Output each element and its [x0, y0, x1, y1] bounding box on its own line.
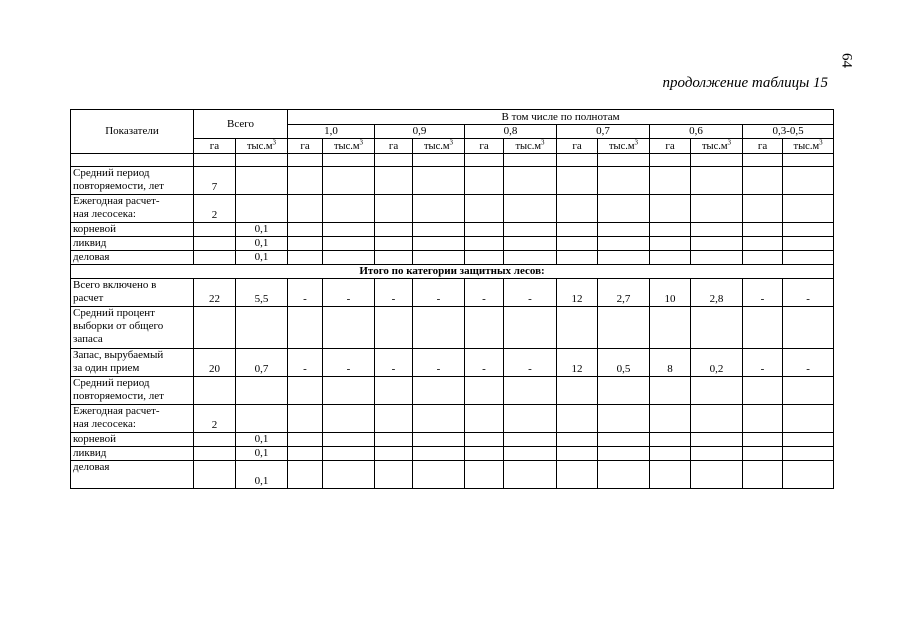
- value-cell: [650, 405, 691, 433]
- row-label-line: корневой: [73, 223, 117, 235]
- value-cell: [598, 195, 650, 223]
- value-cell: [598, 237, 650, 251]
- value-cell: [743, 251, 783, 265]
- value-cell: 0,1: [236, 223, 288, 237]
- table-row: [71, 405, 834, 433]
- empty-cell: [288, 154, 323, 167]
- empty-cell: [413, 154, 465, 167]
- value-cell: [557, 167, 598, 195]
- value-cell: [288, 433, 323, 447]
- header-group: 0,8: [465, 125, 557, 139]
- value-cell: [650, 251, 691, 265]
- value-cell: [323, 447, 375, 461]
- table-row: [71, 349, 834, 377]
- value-cell: 0,1: [236, 461, 288, 489]
- value-cell: -: [783, 279, 834, 307]
- value-cell: [413, 405, 465, 433]
- value-cell: [375, 461, 413, 489]
- value-cell: [465, 461, 504, 489]
- unit-m3-superscript: 3: [541, 138, 545, 146]
- unit-m3-header: [413, 139, 465, 154]
- row-label-line: повторяемости, лет: [73, 180, 164, 192]
- empty-cell: [504, 154, 557, 167]
- value-cell: [288, 223, 323, 237]
- value-cell: -: [375, 279, 413, 307]
- value-cell: [413, 195, 465, 223]
- value-cell: 0,1: [236, 433, 288, 447]
- value-cell: [650, 167, 691, 195]
- value-cell: [691, 405, 743, 433]
- empty-cell: [323, 154, 375, 167]
- value-cell: [598, 167, 650, 195]
- value-cell: [465, 223, 504, 237]
- row-label-line: деловая: [73, 461, 110, 473]
- value-cell: [743, 307, 783, 349]
- unit-m3-header: [323, 139, 375, 154]
- value-cell: -: [288, 349, 323, 377]
- value-cell: [288, 447, 323, 461]
- unit-m3-superscript: 3: [449, 138, 454, 146]
- value-cell: [465, 377, 504, 405]
- value-cell: [465, 237, 504, 251]
- row-label-line: Средний период: [73, 167, 150, 179]
- table-row: [71, 377, 834, 405]
- unit-m3-superscript: 3: [727, 138, 732, 146]
- value-cell: [557, 377, 598, 405]
- value-cell: 0,5: [598, 349, 650, 377]
- value-cell: 0,1: [236, 237, 288, 251]
- row-label-line: расчет: [73, 292, 104, 304]
- value-cell: [194, 461, 236, 489]
- header-group: 0,3-0,5: [743, 125, 834, 139]
- value-cell: [504, 377, 557, 405]
- empty-cell: [783, 154, 834, 167]
- value-cell: [323, 433, 375, 447]
- value-cell: [504, 195, 557, 223]
- value-cell: [323, 405, 375, 433]
- value-cell: [650, 237, 691, 251]
- row-label: [71, 251, 194, 265]
- value-cell: 12: [557, 349, 598, 377]
- value-cell: 2: [194, 195, 236, 223]
- table-header: [71, 110, 834, 154]
- row-label: [71, 167, 194, 195]
- value-cell: 0,7: [236, 349, 288, 377]
- value-cell: [743, 433, 783, 447]
- value-cell: [465, 167, 504, 195]
- value-cell: [288, 251, 323, 265]
- header-group: 1,0: [288, 125, 375, 139]
- header-group: 0,6: [650, 125, 743, 139]
- value-cell: [375, 251, 413, 265]
- empty-cell: [236, 154, 288, 167]
- value-cell: 8: [650, 349, 691, 377]
- value-cell: -: [413, 349, 465, 377]
- row-label: [71, 307, 194, 349]
- value-cell: [743, 405, 783, 433]
- value-cell: [194, 237, 236, 251]
- value-cell: [598, 461, 650, 489]
- unit-ha-header: га: [288, 139, 323, 154]
- value-cell: [288, 195, 323, 223]
- value-cell: 0,1: [236, 251, 288, 265]
- value-cell: 10: [650, 279, 691, 307]
- row-label: [71, 349, 194, 377]
- value-cell: -: [783, 349, 834, 377]
- row-label-line: выборки от общего: [73, 320, 164, 332]
- value-cell: [194, 307, 236, 349]
- value-cell: [557, 251, 598, 265]
- unit-m3-text: тыс.м: [423, 140, 450, 152]
- value-cell: 22: [194, 279, 236, 307]
- unit-m3-text: тыс.м: [333, 140, 360, 152]
- value-cell: [323, 307, 375, 349]
- row-label-line: ликвид: [73, 447, 107, 459]
- value-cell: 2,8: [691, 279, 743, 307]
- unit-m3-text: тыс.м: [608, 140, 635, 152]
- page-number: 64: [838, 53, 855, 68]
- row-label-line: деловая: [73, 251, 110, 263]
- value-cell: [194, 447, 236, 461]
- value-cell: [783, 405, 834, 433]
- value-cell: [375, 307, 413, 349]
- value-cell: -: [323, 279, 375, 307]
- table-row: [71, 167, 834, 195]
- value-cell: 20: [194, 349, 236, 377]
- row-label: [71, 405, 194, 433]
- value-cell: [194, 251, 236, 265]
- value-cell: [465, 433, 504, 447]
- value-cell: [413, 251, 465, 265]
- value-cell: [323, 461, 375, 489]
- value-cell: [557, 461, 598, 489]
- value-cell: -: [413, 279, 465, 307]
- value-cell: [413, 237, 465, 251]
- value-cell: [504, 223, 557, 237]
- value-cell: [194, 433, 236, 447]
- value-cell: [783, 237, 834, 251]
- value-cell: [288, 237, 323, 251]
- value-cell: [557, 447, 598, 461]
- unit-m3-text: тыс.м: [701, 140, 728, 152]
- unit-m3-text: тыс.м: [515, 140, 542, 152]
- value-cell: [783, 195, 834, 223]
- value-cell: [504, 461, 557, 489]
- value-cell: [413, 461, 465, 489]
- value-cell: [323, 167, 375, 195]
- value-cell: [375, 237, 413, 251]
- value-cell: 5,5: [236, 279, 288, 307]
- value-cell: [650, 377, 691, 405]
- value-cell: [598, 223, 650, 237]
- value-cell: [650, 195, 691, 223]
- value-cell: [288, 405, 323, 433]
- value-cell: [743, 377, 783, 405]
- value-cell: [783, 251, 834, 265]
- value-cell: [236, 167, 288, 195]
- value-cell: -: [743, 279, 783, 307]
- table-row: [71, 251, 834, 265]
- value-cell: [691, 251, 743, 265]
- value-cell: [323, 377, 375, 405]
- value-cell: [691, 447, 743, 461]
- value-cell: [504, 405, 557, 433]
- value-cell: [194, 377, 236, 405]
- value-cell: [650, 307, 691, 349]
- unit-ha-header: га: [375, 139, 413, 154]
- value-cell: 7: [194, 167, 236, 195]
- value-cell: [650, 433, 691, 447]
- table-row: [71, 447, 834, 461]
- row-label-line: повторяемости, лет: [73, 390, 164, 402]
- value-cell: [783, 167, 834, 195]
- value-cell: -: [375, 349, 413, 377]
- value-cell: [504, 167, 557, 195]
- value-cell: [783, 223, 834, 237]
- value-cell: [375, 195, 413, 223]
- empty-cell: [194, 154, 236, 167]
- value-cell: [236, 405, 288, 433]
- value-cell: [323, 223, 375, 237]
- unit-m3-superscript: 3: [272, 138, 277, 146]
- value-cell: [413, 433, 465, 447]
- value-cell: [743, 167, 783, 195]
- row-label: [71, 447, 194, 461]
- unit-m3-superscript: 3: [634, 138, 639, 146]
- value-cell: [743, 237, 783, 251]
- unit-m3-superscript: 3: [359, 138, 364, 146]
- value-cell: [323, 251, 375, 265]
- empty-cell: [71, 154, 194, 167]
- value-cell: [598, 307, 650, 349]
- value-cell: [691, 307, 743, 349]
- header-total: Всего: [194, 110, 288, 139]
- row-label-line: ная лесосека:: [73, 418, 136, 430]
- row-label: [71, 433, 194, 447]
- value-cell: [598, 251, 650, 265]
- value-cell: [557, 237, 598, 251]
- value-cell: -: [323, 349, 375, 377]
- value-cell: [288, 461, 323, 489]
- value-cell: [413, 223, 465, 237]
- value-cell: [504, 307, 557, 349]
- value-cell: [236, 377, 288, 405]
- table-row: [71, 307, 834, 349]
- value-cell: [598, 405, 650, 433]
- row-label-line: за один прием: [73, 362, 140, 374]
- value-cell: [323, 237, 375, 251]
- value-cell: [650, 223, 691, 237]
- value-cell: [413, 447, 465, 461]
- value-cell: [413, 167, 465, 195]
- unit-m3-header: [236, 139, 288, 154]
- empty-cell: [598, 154, 650, 167]
- value-cell: [236, 195, 288, 223]
- unit-m3-superscript: 3: [819, 138, 823, 146]
- value-cell: [598, 377, 650, 405]
- value-cell: [504, 237, 557, 251]
- table-row: [71, 195, 834, 223]
- value-cell: [413, 377, 465, 405]
- header-indicators: Показатели: [71, 110, 194, 154]
- value-cell: [743, 223, 783, 237]
- value-cell: [557, 223, 598, 237]
- value-cell: 2: [194, 405, 236, 433]
- unit-ha-header: га: [557, 139, 598, 154]
- value-cell: [465, 251, 504, 265]
- row-label-line: Ежегодная расчет-: [73, 405, 160, 417]
- unit-m3-header: [783, 139, 834, 154]
- value-cell: 12: [557, 279, 598, 307]
- table-row: [71, 461, 834, 489]
- value-cell: [743, 461, 783, 489]
- empty-cell: [691, 154, 743, 167]
- value-cell: [557, 195, 598, 223]
- value-cell: [236, 307, 288, 349]
- value-cell: [504, 433, 557, 447]
- row-label: [71, 237, 194, 251]
- value-cell: [691, 223, 743, 237]
- row-label-line: Средний период: [73, 377, 150, 389]
- table-body: [71, 154, 834, 489]
- table-row: [71, 279, 834, 307]
- header-group: 0,7: [557, 125, 650, 139]
- value-cell: [691, 195, 743, 223]
- value-cell: [691, 377, 743, 405]
- empty-cell: [375, 154, 413, 167]
- value-cell: -: [465, 349, 504, 377]
- row-label: [71, 195, 194, 223]
- value-cell: [743, 195, 783, 223]
- row-label: [71, 377, 194, 405]
- value-cell: [557, 433, 598, 447]
- value-cell: [557, 405, 598, 433]
- value-cell: [465, 307, 504, 349]
- value-cell: [288, 377, 323, 405]
- value-cell: [783, 377, 834, 405]
- value-cell: [598, 447, 650, 461]
- section-title: Итого по категории защитных лесов:: [71, 265, 834, 279]
- value-cell: [650, 447, 691, 461]
- value-cell: [691, 433, 743, 447]
- table-caption: продолжение таблицы 15: [662, 75, 828, 91]
- row-label-line: ликвид: [73, 237, 107, 249]
- value-cell: -: [743, 349, 783, 377]
- value-cell: [691, 167, 743, 195]
- empty-cell: [743, 154, 783, 167]
- value-cell: [783, 307, 834, 349]
- unit-ha-header: га: [743, 139, 783, 154]
- value-cell: [375, 223, 413, 237]
- row-label-line: Ежегодная расчет-: [73, 195, 160, 207]
- unit-ha-header: га: [650, 139, 691, 154]
- value-cell: -: [504, 349, 557, 377]
- row-label: [71, 279, 194, 307]
- value-cell: [691, 237, 743, 251]
- value-cell: 0,2: [691, 349, 743, 377]
- row-label-line: запаса: [73, 333, 103, 345]
- row-label-line: Всего включено в: [73, 279, 157, 291]
- table-row: [71, 223, 834, 237]
- value-cell: [194, 223, 236, 237]
- value-cell: -: [504, 279, 557, 307]
- value-cell: [783, 461, 834, 489]
- value-cell: [413, 307, 465, 349]
- row-label: [71, 461, 194, 489]
- value-cell: [375, 405, 413, 433]
- value-cell: [323, 195, 375, 223]
- value-cell: [375, 447, 413, 461]
- section-row: [71, 265, 834, 279]
- unit-m3-header: [504, 139, 557, 154]
- value-cell: [375, 433, 413, 447]
- value-cell: 2,7: [598, 279, 650, 307]
- value-cell: [650, 461, 691, 489]
- value-cell: [288, 307, 323, 349]
- value-cell: 0,1: [236, 447, 288, 461]
- row-label-line: Средний процент: [73, 307, 155, 319]
- header-including: В том числе по полнотам: [288, 110, 834, 125]
- value-cell: [783, 433, 834, 447]
- value-cell: [743, 447, 783, 461]
- value-cell: [288, 167, 323, 195]
- table-row: [71, 433, 834, 447]
- value-cell: [465, 405, 504, 433]
- table-row: [71, 237, 834, 251]
- value-cell: [557, 307, 598, 349]
- value-cell: [375, 167, 413, 195]
- row-label-line: ная лесосека:: [73, 208, 136, 220]
- unit-m3-text: тыс.м: [246, 140, 273, 152]
- value-cell: [691, 461, 743, 489]
- value-cell: [375, 377, 413, 405]
- data-table: [70, 109, 834, 489]
- value-cell: [598, 433, 650, 447]
- value-cell: [783, 447, 834, 461]
- row-label-line: Запас, вырубаемый: [73, 349, 164, 361]
- empty-cell: [465, 154, 504, 167]
- header-group: 0,9: [375, 125, 465, 139]
- unit-ha-header: га: [194, 139, 236, 154]
- unit-ha-header: га: [465, 139, 504, 154]
- spacer-row: [71, 154, 834, 167]
- row-label-line: корневой: [73, 433, 117, 445]
- value-cell: [465, 195, 504, 223]
- value-cell: -: [465, 279, 504, 307]
- value-cell: -: [288, 279, 323, 307]
- value-cell: [465, 447, 504, 461]
- empty-cell: [650, 154, 691, 167]
- value-cell: [504, 447, 557, 461]
- value-cell: [504, 251, 557, 265]
- empty-cell: [557, 154, 598, 167]
- row-label: [71, 223, 194, 237]
- unit-m3-header: [691, 139, 743, 154]
- unit-m3-header: [598, 139, 650, 154]
- unit-m3-text: тыс.м: [793, 140, 820, 152]
